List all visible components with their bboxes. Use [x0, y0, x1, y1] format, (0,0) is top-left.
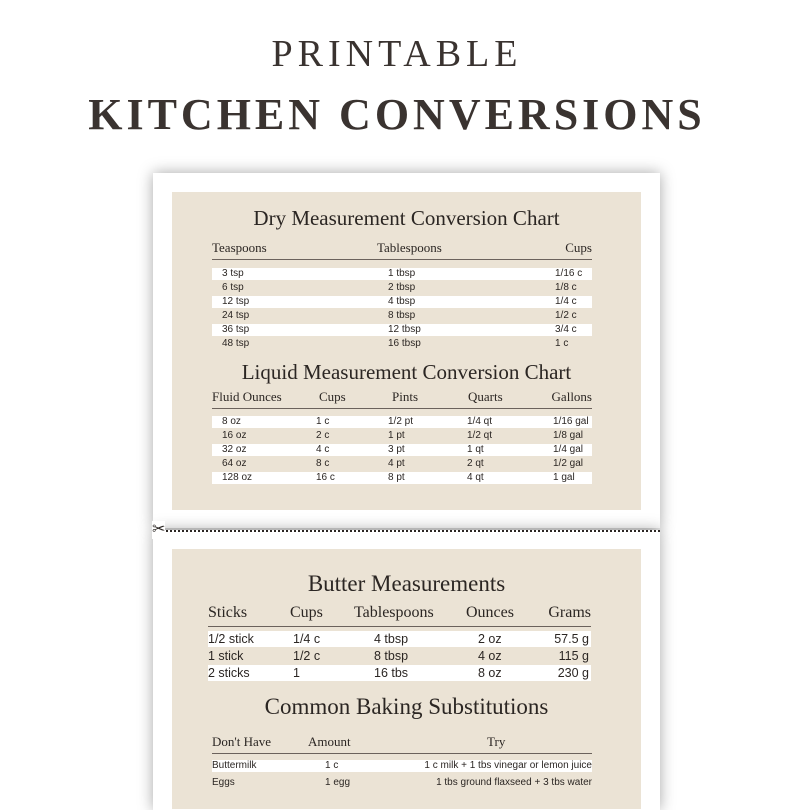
- table-cell: 1/2 gal: [553, 458, 584, 469]
- table-cell: 1: [293, 666, 300, 680]
- table-cell: 6 tsp: [222, 282, 244, 293]
- table-cell: 1 tbs ground flaxseed + 3 tbs water: [436, 777, 592, 788]
- table-cell: 16 oz: [222, 430, 247, 441]
- table-cell: 24 tsp: [222, 310, 250, 321]
- table-cell: 36 tsp: [222, 324, 250, 335]
- bottom-panel: [172, 549, 641, 809]
- table-row: [212, 472, 592, 484]
- liquid-chart-title: Liquid Measurement Conversion Chart: [241, 360, 572, 384]
- subs-header: Amount: [308, 734, 351, 749]
- table-row: [212, 777, 592, 789]
- table-cell: Eggs: [212, 777, 235, 788]
- table-cell: 48 tsp: [222, 338, 250, 349]
- butter-title: Butter Measurements: [307, 571, 506, 596]
- table-cell: 8 tbsp: [374, 649, 409, 663]
- table-cell: 1 tbsp: [388, 268, 416, 279]
- table-cell: 64 oz: [222, 458, 247, 469]
- dry-header-row: [212, 240, 592, 260]
- butter-header: Cups: [290, 604, 323, 621]
- table-cell: 1 c: [325, 760, 339, 771]
- table-cell: 12 tsp: [222, 296, 250, 307]
- table-cell: 1 c: [316, 416, 330, 427]
- table-cell: 115 g: [558, 649, 589, 663]
- table-cell: 12 tbsp: [388, 324, 421, 335]
- table-cell: 4 tbsp: [374, 632, 409, 646]
- table-cell: 230 g: [557, 666, 589, 680]
- dry-header: Teaspoons: [212, 240, 267, 255]
- table-cell: 1 c: [555, 338, 569, 349]
- table-row: [212, 282, 592, 294]
- table-cell: 2 oz: [478, 632, 502, 646]
- table-cell: 1/16 gal: [553, 416, 589, 427]
- dry-header: Tablespoons: [377, 240, 442, 255]
- table-cell: 1/2 stick: [208, 632, 254, 646]
- table-cell: 1/2 c: [555, 310, 577, 321]
- table-cell: 16 tbs: [374, 666, 409, 680]
- table-row: [208, 631, 591, 647]
- table-cell: 4 c: [316, 444, 330, 455]
- butter-header: Ounces: [466, 604, 514, 621]
- table-cell: 4 oz: [478, 649, 502, 663]
- table-cell: 8 oz: [222, 416, 241, 427]
- table-cell: 16 c: [316, 472, 335, 483]
- table-row: [212, 430, 592, 442]
- subs-header: Try: [487, 734, 506, 749]
- table-cell: 32 oz: [222, 444, 247, 455]
- scissors-icon: ✂: [152, 521, 166, 538]
- table-cell: 1 c milk + 1 tbs vinegar or lemon juice: [424, 760, 592, 771]
- table-cell: Buttermilk: [212, 760, 257, 771]
- table-row: [208, 665, 591, 681]
- table-cell: 1/4 qt: [467, 416, 493, 427]
- table-row: [212, 458, 592, 470]
- table-cell: 1/16 c: [555, 268, 583, 279]
- table-cell: 1/2 c: [293, 649, 321, 663]
- table-row: [212, 338, 592, 350]
- liquid-header-row: [212, 389, 592, 409]
- liquid-header: Pints: [392, 389, 419, 404]
- table-cell: 4 pt: [388, 458, 405, 469]
- liquid-header: Gallons: [551, 389, 592, 404]
- table-row: [212, 324, 592, 336]
- table-row: [212, 296, 592, 308]
- butter-header: Grams: [548, 604, 591, 621]
- table-cell: 1/2 pt: [388, 416, 414, 427]
- subs-header: Don't Have: [212, 734, 272, 749]
- table-cell: 1 pt: [388, 430, 405, 441]
- table-cell: 1 qt: [467, 444, 484, 455]
- table-cell: 8 c: [316, 458, 330, 469]
- table-cell: 1 gal: [553, 472, 575, 483]
- table-cell: 4 qt: [467, 472, 484, 483]
- bottom-card: [153, 530, 660, 810]
- table-row: [212, 416, 592, 428]
- dry-chart-title: Dry Measurement Conversion Chart: [253, 206, 560, 230]
- table-cell: 57.5 g: [554, 632, 589, 646]
- table-cell: 3 pt: [388, 444, 405, 455]
- substitutions-header-row: [212, 734, 592, 754]
- table-row: [212, 310, 592, 322]
- butter-header-row: [208, 604, 591, 627]
- header-kitchen-conversions: KITCHEN CONVERSIONS: [88, 90, 706, 139]
- table-cell: 3/4 c: [555, 324, 577, 335]
- table-cell: 1 stick: [208, 649, 244, 663]
- table-cell: 1/4 gal: [553, 444, 584, 455]
- liquid-header: Fluid Ounces: [212, 389, 282, 404]
- header-printable: PRINTABLE: [271, 33, 523, 75]
- table-row: [212, 268, 592, 280]
- butter-header: Sticks: [208, 604, 248, 621]
- table-cell: 4 tbsp: [388, 296, 416, 307]
- liquid-header: Cups: [319, 389, 346, 404]
- liquid-header: Quarts: [468, 389, 503, 404]
- substitutions-title: Common Baking Substitutions: [264, 694, 549, 719]
- table-cell: 3 tsp: [222, 268, 244, 279]
- table-cell: 8 pt: [388, 472, 405, 483]
- table-row: [212, 444, 592, 456]
- top-card: [153, 173, 660, 528]
- butter-header: Tablespoons: [354, 604, 434, 621]
- table-cell: 1/2 qt: [467, 430, 493, 441]
- table-cell: 1/8 c: [555, 282, 577, 293]
- table-row: [212, 760, 592, 772]
- table-cell: 2 tbsp: [388, 282, 416, 293]
- top-panel: [172, 192, 641, 510]
- table-cell: 1/4 c: [293, 632, 321, 646]
- table-cell: 2 qt: [467, 458, 484, 469]
- cut-line: [158, 530, 660, 532]
- table-row: [208, 648, 591, 664]
- table-cell: 8 tbsp: [388, 310, 416, 321]
- table-cell: 8 oz: [478, 666, 502, 680]
- table-cell: 1/8 gal: [553, 430, 584, 441]
- table-cell: 128 oz: [222, 472, 253, 483]
- dry-header: Cups: [565, 240, 592, 255]
- table-cell: 2 sticks: [208, 666, 250, 680]
- table-cell: 2 c: [316, 430, 330, 441]
- table-cell: 16 tbsp: [388, 338, 421, 349]
- table-cell: 1 egg: [325, 777, 351, 788]
- table-cell: 1/4 c: [555, 296, 577, 307]
